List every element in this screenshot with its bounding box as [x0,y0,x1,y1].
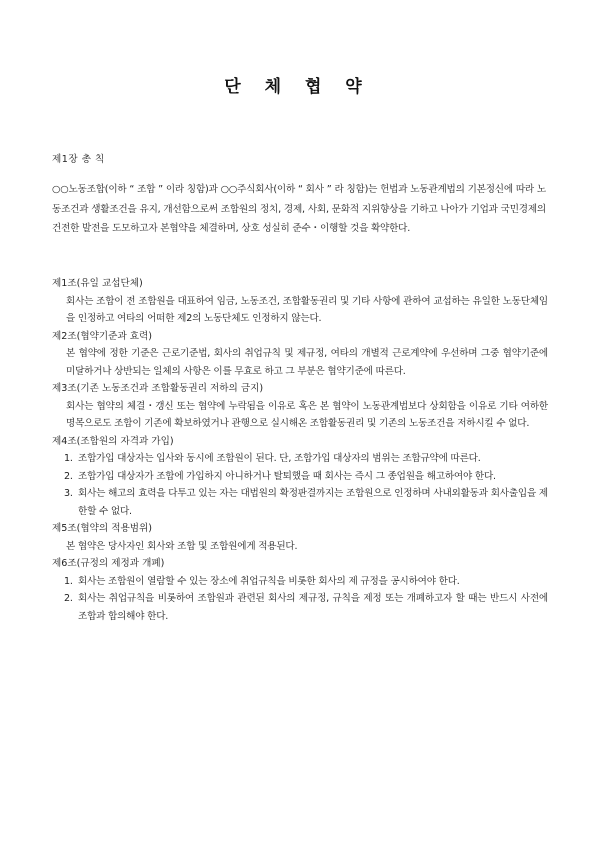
article-body: 회사는 협약의 체결・갱신 또는 협약에 누락됨을 이유로 혹은 본 협약이 노동관계법보다 상회함을 이유로 기타 여하한 명목으로도 조합이 기존에 확보하였거나 관행으로 실시해온 조합활동권리 및 기존의 노동조건을 저하시킬 수 없다. [66,400,548,429]
article-body: 본 협약에 정한 기준은 근로기준법, 회사의 취업규칙 및 제규정, 여타의 개별적 근로계약에 우선하며 그중 협약기준에 미달하거나 상반되는 일체의 사항은 이를 무효로 하고 그 부분은 협약기준에 따른다. [66,348,548,377]
item-text: 회사는 조합원이 열람할 수 있는 장소에 취업규칙을 비롯한 회사의 제 규정을 공시하여야 한다. [78,575,460,587]
article-title: 제4조(조합원의 자격과 가입) [52,435,174,447]
item-number: 1. [64,575,73,587]
articles-list [52,275,548,625]
preamble-paragraph: ○○노동조합(이하 “ 조합 ” 이라 칭함)과 ○○주식회사(이하 “ 회사 ” 라 칭함)는 헌법과 노동관계법의 기본정신에 따라 노동조건과 생활조건을 유지, 개선함으로써 조합원의 정치, 경제, 사회, 문화적 지위향상을 기하고 나아가 기업과 국민경제의 건전한 발전을 도모하고자 본협약을 체결하며, 상호 성실히 준수・이행할 것을 확약한다. [52,184,546,234]
article-4 [52,433,548,521]
document-title: 단 체 협 약 [224,77,371,97]
article-title: 제2조(협약기준과 효력) [52,330,153,342]
article-title: 제1조(유일 교섭단체) [52,278,143,289]
article-body: 본 협약은 당사자인 회사와 조합 및 조합원에게 적용된다. [66,540,298,552]
article-1 [52,275,548,328]
article-item [64,468,548,486]
item-text: 회사는 취업규칙을 비롯하여 조합원과 관련된 회사의 제규정, 규칙을 제정 또는 개폐하고자 할 때는 반드시 사전에 조합과 합의해야 한다. [78,593,548,622]
item-text: 조합가입 대상자가 조합에 가입하지 아니하거나 탈퇴했을 때 회사는 즉시 그 종업원을 해고하여야 한다. [78,470,496,482]
article-3 [52,380,548,433]
article-item [64,573,548,591]
chapter-heading: 제1장 총 칙 [52,154,105,165]
item-number: 2. [64,593,73,604]
article-6 [52,555,548,625]
item-text: 회사는 해고의 효력을 다투고 있는 자는 대법원의 확정판결까지는 조합원으로 인정하며 사내외활동과 회사출입을 제한할 수 없다. [78,488,548,517]
item-text: 조합가입 대상자는 입사와 동시에 조합원이 된다. 단, 조합가입 대상자의 범위는 조합규약에 따른다. [78,453,481,464]
article-body: 회사는 조합이 전 조합원을 대표하여 임금, 노동조건, 조합활동권리 및 기타 사항에 관하여 교섭하는 유일한 노동단체임을 인정하고 여타의 어떠한 제2의 노동단체도 인정하지 않는다. [66,295,548,324]
article-2 [52,328,548,381]
article-item [64,590,548,625]
item-number: 2. [64,470,73,482]
article-title: 제5조(협약의 적용범위) [52,523,153,534]
article-title: 제6조(규정의 제정과 개폐) [52,558,165,569]
article-item [64,485,548,520]
article-title: 제3조(기존 노동조건과 조합활동권리 저하의 금지) [52,383,264,394]
item-number: 3. [64,488,73,499]
item-number: 1. [64,453,73,464]
article-5 [52,520,548,555]
article-item [64,450,548,468]
